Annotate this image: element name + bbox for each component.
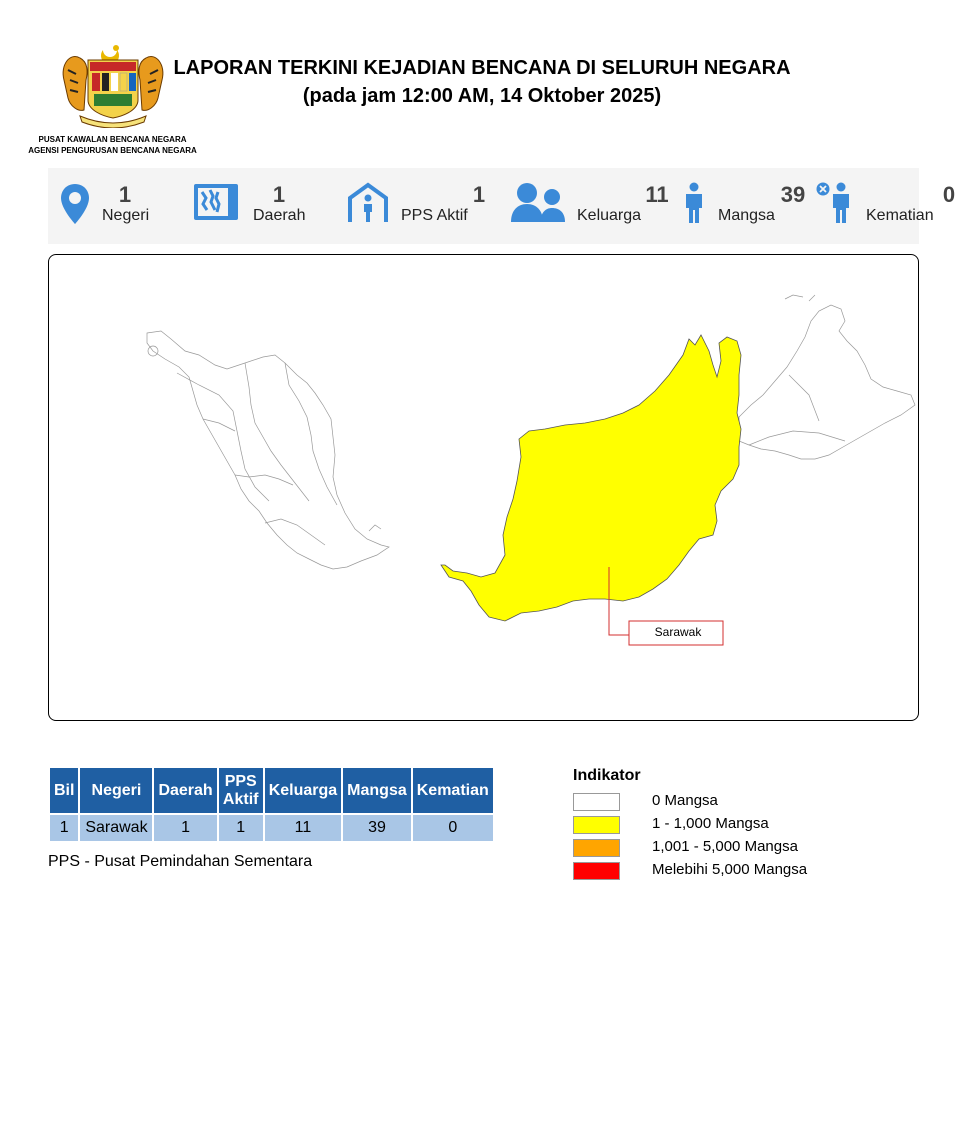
stat-kematian bbox=[788, 168, 956, 244]
cell-kematian: 0 bbox=[413, 815, 493, 841]
peninsular-malaysia bbox=[147, 331, 389, 569]
stat-negeri bbox=[48, 168, 188, 244]
legend-label: Melebihi 5,000 Mangsa bbox=[652, 861, 808, 878]
table-row bbox=[50, 815, 493, 841]
stat-label: Mangsa bbox=[718, 207, 775, 224]
callout-label: Sarawak bbox=[654, 625, 702, 639]
legend-label: 0 Mangsa bbox=[652, 792, 718, 809]
stat-pps-aktif bbox=[338, 168, 488, 244]
stats-bar bbox=[48, 168, 956, 244]
col-negeri: Negeri bbox=[80, 768, 152, 813]
col-mangsa: Mangsa bbox=[343, 768, 411, 813]
legend-item bbox=[573, 791, 718, 814]
legend-item bbox=[573, 837, 798, 860]
stat-daerah bbox=[188, 168, 338, 244]
col-bil: Bil bbox=[50, 768, 78, 813]
col-pps-aktif-label: PPS Aktif bbox=[222, 772, 259, 808]
family-icon bbox=[510, 182, 566, 224]
stat-value: 1 bbox=[272, 182, 286, 207]
legend-item bbox=[573, 814, 769, 837]
stat-value: 39 bbox=[780, 182, 806, 207]
legend bbox=[573, 767, 808, 883]
legend-swatch bbox=[573, 816, 620, 834]
col-kematian: Kematian bbox=[413, 768, 493, 813]
legend-label: 1,001 - 5,000 Mangsa bbox=[652, 838, 798, 855]
summary-table bbox=[48, 766, 495, 843]
stat-value: 11 bbox=[645, 182, 669, 207]
cell-bil: 1 bbox=[50, 815, 78, 841]
stat-mangsa bbox=[638, 168, 806, 244]
cell-pps-aktif: 1 bbox=[219, 815, 263, 841]
footnote: PPS - Pusat Pemindahan Sementara bbox=[48, 853, 313, 870]
person-icon bbox=[682, 182, 706, 224]
stat-label: PPS Aktif bbox=[401, 207, 468, 224]
legend-title: Indikator bbox=[573, 767, 641, 784]
stat-keluarga bbox=[488, 168, 669, 244]
sarawak-region bbox=[441, 335, 741, 621]
location-pin-icon bbox=[60, 182, 90, 226]
sabah bbox=[739, 305, 915, 459]
col-keluarga: Keluarga bbox=[265, 768, 341, 813]
stat-value: 0 bbox=[942, 182, 956, 207]
cell-daerah: 1 bbox=[154, 815, 216, 841]
stat-label: Keluarga bbox=[577, 207, 642, 224]
title-line-2: (pada jam 12:00 AM, 14 Oktober 2025) bbox=[302, 85, 662, 107]
legend-swatch bbox=[573, 862, 620, 880]
stat-label: Negeri bbox=[102, 207, 150, 224]
stat-value: 1 bbox=[472, 182, 486, 207]
agency-name bbox=[0, 134, 225, 156]
stat-value: 1 bbox=[118, 182, 132, 207]
table-header-row bbox=[50, 768, 493, 813]
death-icon bbox=[816, 182, 854, 224]
district-map-icon bbox=[192, 182, 240, 222]
legend-swatch bbox=[573, 839, 620, 857]
title-line-1: LAPORAN TERKINI KEJADIAN BENCANA DI SELURUH NEGARA bbox=[173, 57, 791, 79]
cell-mangsa: 39 bbox=[343, 815, 411, 841]
col-pps-aktif bbox=[219, 768, 263, 813]
page-title bbox=[140, 54, 824, 110]
agency-line-1: PUSAT KAWALAN BENCANA NEGARA bbox=[38, 135, 187, 144]
stat-label: Kematian bbox=[866, 207, 934, 224]
shelter-icon bbox=[348, 182, 388, 224]
legend-label: 1 - 1,000 Mangsa bbox=[652, 815, 769, 832]
map-panel bbox=[48, 254, 919, 721]
stat-label: Daerah bbox=[253, 207, 306, 224]
cell-keluarga: 11 bbox=[265, 815, 341, 841]
legend-swatch bbox=[573, 793, 620, 811]
col-daerah: Daerah bbox=[154, 768, 216, 813]
agency-line-2: AGENSI PENGURUSAN BENCANA NEGARA bbox=[28, 146, 197, 155]
malaysia-map bbox=[49, 255, 918, 720]
legend-item bbox=[573, 860, 808, 883]
cell-negeri: Sarawak bbox=[80, 815, 152, 841]
